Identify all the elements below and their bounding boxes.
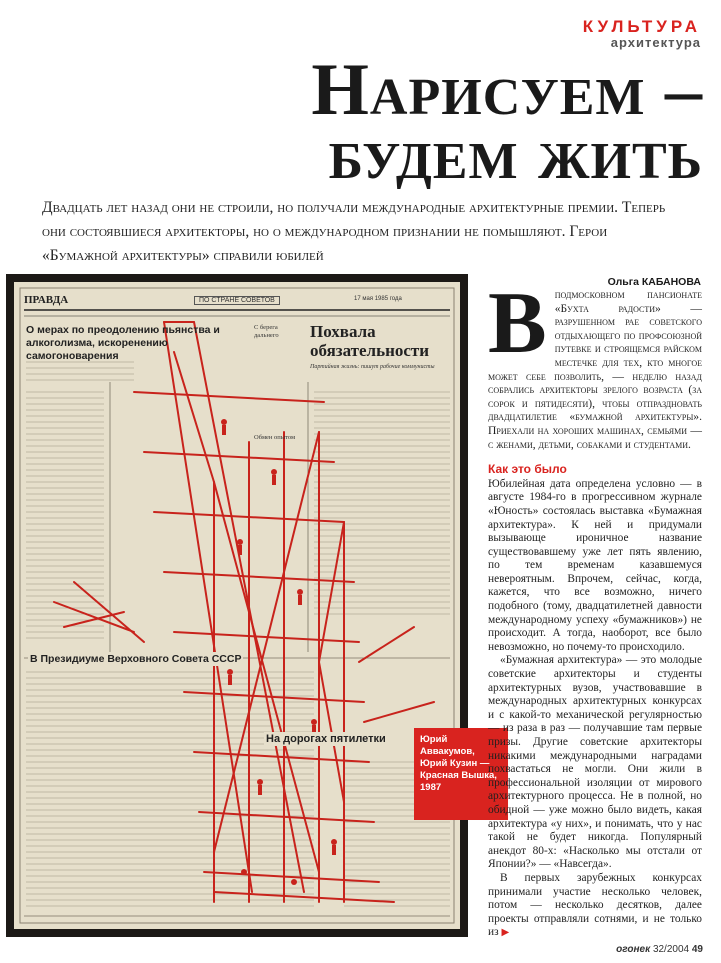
section-title: КУЛЬТУРА xyxy=(582,17,701,36)
newspaper-headline-right: Похвала обязательности xyxy=(310,322,430,360)
article-lede: Двадцать лет назад они не строили, но получали международные архитектурные премии. Теперь они состоявшиеся архитекторы, но о международном признании не помышляют. Герои «Бумажной архитектуры» справили юбилей xyxy=(42,199,666,264)
intro-paragraph: подмосковном пансионате «Бухта радости» — разрушенном рае советского отдыхающего по профсоюзной путевке и строящемся райском местечке для тех, кто многое может себе позволить, — неделю назад собрались архитекторы зрелого возраста (за сорок и пятидесяти), чтобы отпраздновать двадцатилетие «бумажной архитектуры». Приехали на хороших машинах, семьями — с женами, детьми, собаками и студентами. xyxy=(488,288,702,451)
magazine-name: огонек xyxy=(616,944,651,955)
newspaper-box-a: С берега дальнего xyxy=(254,324,279,339)
issue-number: 32/2004 xyxy=(652,944,690,955)
newspaper-masthead: ПРАВДА xyxy=(24,294,69,306)
article-headline xyxy=(311,49,703,195)
paragraph-3-text: В первых зарубежных конкурсах принимали участие несколько человек, потом — несколько десятков, далее проекты отправляли сотнями, и не только из xyxy=(488,871,702,939)
newspaper-box-b: Обмен опытом xyxy=(254,434,296,441)
newspaper-headline-bottom: В Президиуме Верховного Совета СССР xyxy=(30,653,242,665)
author-byline: Ольга КАБАНОВА xyxy=(607,276,701,288)
red-tower-drawing xyxy=(14,282,460,929)
page-footer xyxy=(616,944,703,955)
drop-cap: В xyxy=(488,275,547,372)
newspaper-headline-bottom-2: На дорогах пятилетки xyxy=(266,733,386,745)
artwork-photo xyxy=(6,274,468,937)
section-subtitle: архитектура xyxy=(610,35,701,50)
page-number: 49 xyxy=(691,944,703,955)
headline-line-1: Нарисуем – xyxy=(311,49,703,131)
subhead: Как это было xyxy=(488,462,567,477)
continue-arrow-icon: ▶ xyxy=(501,927,510,939)
paragraph-2: «Бумажная архитектура» — это молодые советские архитекторы и студенты архитектурных вузов, участвовавшие в международных архитектурных конкурсах и с какой-то механической регулярностью — из раза в раз — получавшие там первые призы. Другие советские архитекторы никакими международными наградами похвастаться не могли. Они жили в профессиональной изоляции от мирового архитектурного процесса. Не в полной, но обидной — уже можно было видеть, какая архитектура «у них», и понимать, что у нас такой не будет никогда. Популярный анекдот 80-х: «Насколько мы отстали от Японии?» — «Навсегда». xyxy=(488,654,702,871)
newspaper-subline-right: Партийная жизнь: пишут рабочие коммунисты xyxy=(310,364,435,370)
paragraph-3 xyxy=(488,872,702,940)
section-label xyxy=(583,18,701,50)
newspaper-artwork xyxy=(14,282,460,929)
paragraph-1: Юбилейная дата определена условно — в августе 1984-го в прогрессивном журнале «Юность» состоялась выставка «Бумажная архитектура». К ней и придумали вызывающе ироничное название существовавшему уже лет пять явлению, по тем временам казавшемуся невероятным. Впрочем, сейчас, когда, кажется, что все возможно, ничего подобного (тому, двадцатилетней давности международному успеху «бумажников») не происходит. А тогда, наоборот, все было невозможно, но почему-то происходило. xyxy=(488,477,702,653)
newspaper-headline-left: О мерах по преодолению пьянства и алкоголизма, искоренению самогоноварения xyxy=(26,324,220,362)
newspaper-ribbon: ПО СТРАНЕ СОВЕТОВ xyxy=(194,296,280,305)
headline-line-2: будем жить xyxy=(328,113,703,195)
newspaper-date: 17 мая 1985 года xyxy=(354,296,402,302)
photo-caption: Юрий Аввакумов, Юрий Кузин — Красная Вышка, 1987 xyxy=(414,728,508,820)
